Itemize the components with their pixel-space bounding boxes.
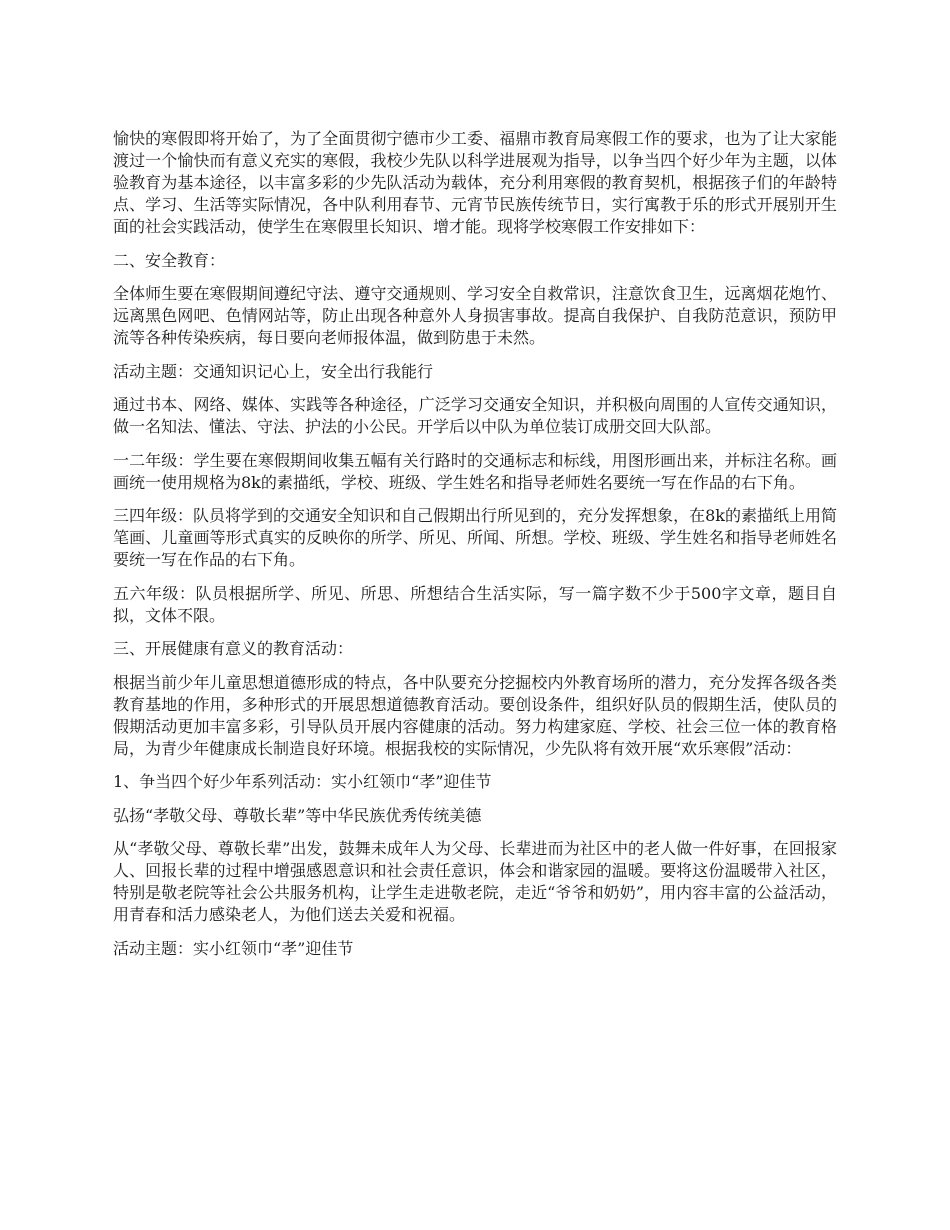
activity-theme-filial: 活动主题：实小红领巾“孝”迎佳节 [113, 938, 354, 958]
grade-5-6-paragraph: 五六年级：队员根据所学、所见、所思、所想结合生活实际，写一篇字数不少于500字文章，题目自拟，文体不限。 [113, 583, 837, 625]
section-heading-safety: 二、安全教育： [113, 250, 226, 270]
document-body [113, 128, 837, 971]
safety-paragraph: 全体师生要在寒假期间遵纪守法、遵守交通规则、学习安全自救常识，注意饮食卫生，远离烟花炮竹、远离黑色网吧、色情网站等，防止出现各种意外人身损害事故。提高自我保护、自我防范意识，预防甲流等各种传染疾病，每日要向老师报体温，做到防患于未然。 [113, 284, 837, 347]
grade-3-4-paragraph: 三四年级：队员将学到的交通安全知识和自己假期出行所见到的，充分发挥想象，在8k的素描纸上用简笔画、儿童画等形式真实的反映你的所学、所见、所闻、所想。学校、班级、学生姓名和指导老师姓名要统一写在作品的右下角。 [113, 506, 837, 569]
activities-paragraph: 根据当前少年儿童思想道德形成的特点，各中队要充分挖掘校内外教育场所的潜力，充分发挥各级各类教育基地的作用，多种形式的开展思想道德教育活动。要创设条件，组织好队员的假期生活，使队员的假期活动更加丰富多彩，引导队员开展内容健康的活动。努力构建家庭、学校、社会三位一体的教育格局，为青少年健康成长制造良好环境。根据我校的实际情况，少先队将有效开展“欢乐寒假”活动： [113, 672, 837, 758]
intro-paragraph: 愉快的寒假即将开始了，为了全面贯彻宁德市少工委、福鼎市教育局寒假工作的要求，也为了让大家能渡过一个愉快而有意义充实的寒假，我校少先队以科学进展观为指导，以争当四个好少年为主题，以体验教育为基本途径，以丰富多彩的少先队活动为载体，充分利用寒假的教育契机，根据孩子们的年龄特点、学习、生活等实际情况，各中队利用春节、元宵节民族传统节日，实行寓教于乐的形式开展别开生面的社会实践活动，使学生在寒假里长知识、增才能。现将学校寒假工作安排如下： [113, 129, 837, 236]
activity-theme-traffic: 活动主题：交通知识记心上，安全出行我能行 [113, 361, 434, 381]
section-heading-activities: 三、开展健康有意义的教育活动： [113, 639, 354, 658]
virtue-line: 弘扬“孝敬父母、尊敬长辈”等中华民族优秀传统美德 [113, 805, 482, 825]
filial-paragraph: 从“孝敬父母、尊敬长辈”出发，鼓舞未成年人为父母、长辈进而为社区中的老人做一件好事，在回报家人、回报长辈的过程中增强感恩意识和社会责任意识，体会和谐家园的温暖。要将这份温暖带入社区，特别是敬老院等社会公共服务机构，让学生走进敬老院，走近“爷爷和奶奶”，用内容丰富的公益活动，用青春和活力感染老人，为他们送去关爱和祝福。 [113, 839, 837, 924]
activity-item-1: 1、争当四个好少年系列活动：实小红领巾“孝”迎佳节 [113, 772, 492, 791]
grade-1-2-paragraph: 一二年级：学生要在寒假期间收集五幅有关行路时的交通标志和标线，用图形画出来，并标注名称。画画统一使用规格为8k的素描纸，学校、班级、学生姓名和指导老师姓名要统一写在作品的右下角。 [113, 450, 837, 492]
traffic-paragraph: 通过书本、网络、媒体、实践等各种途径，广泛学习交通安全知识，并积极向周围的人宣传交通知识，做一名知法、懂法、守法、护法的小公民。开学后以中队为单位装订成册交回大队部。 [113, 395, 837, 436]
